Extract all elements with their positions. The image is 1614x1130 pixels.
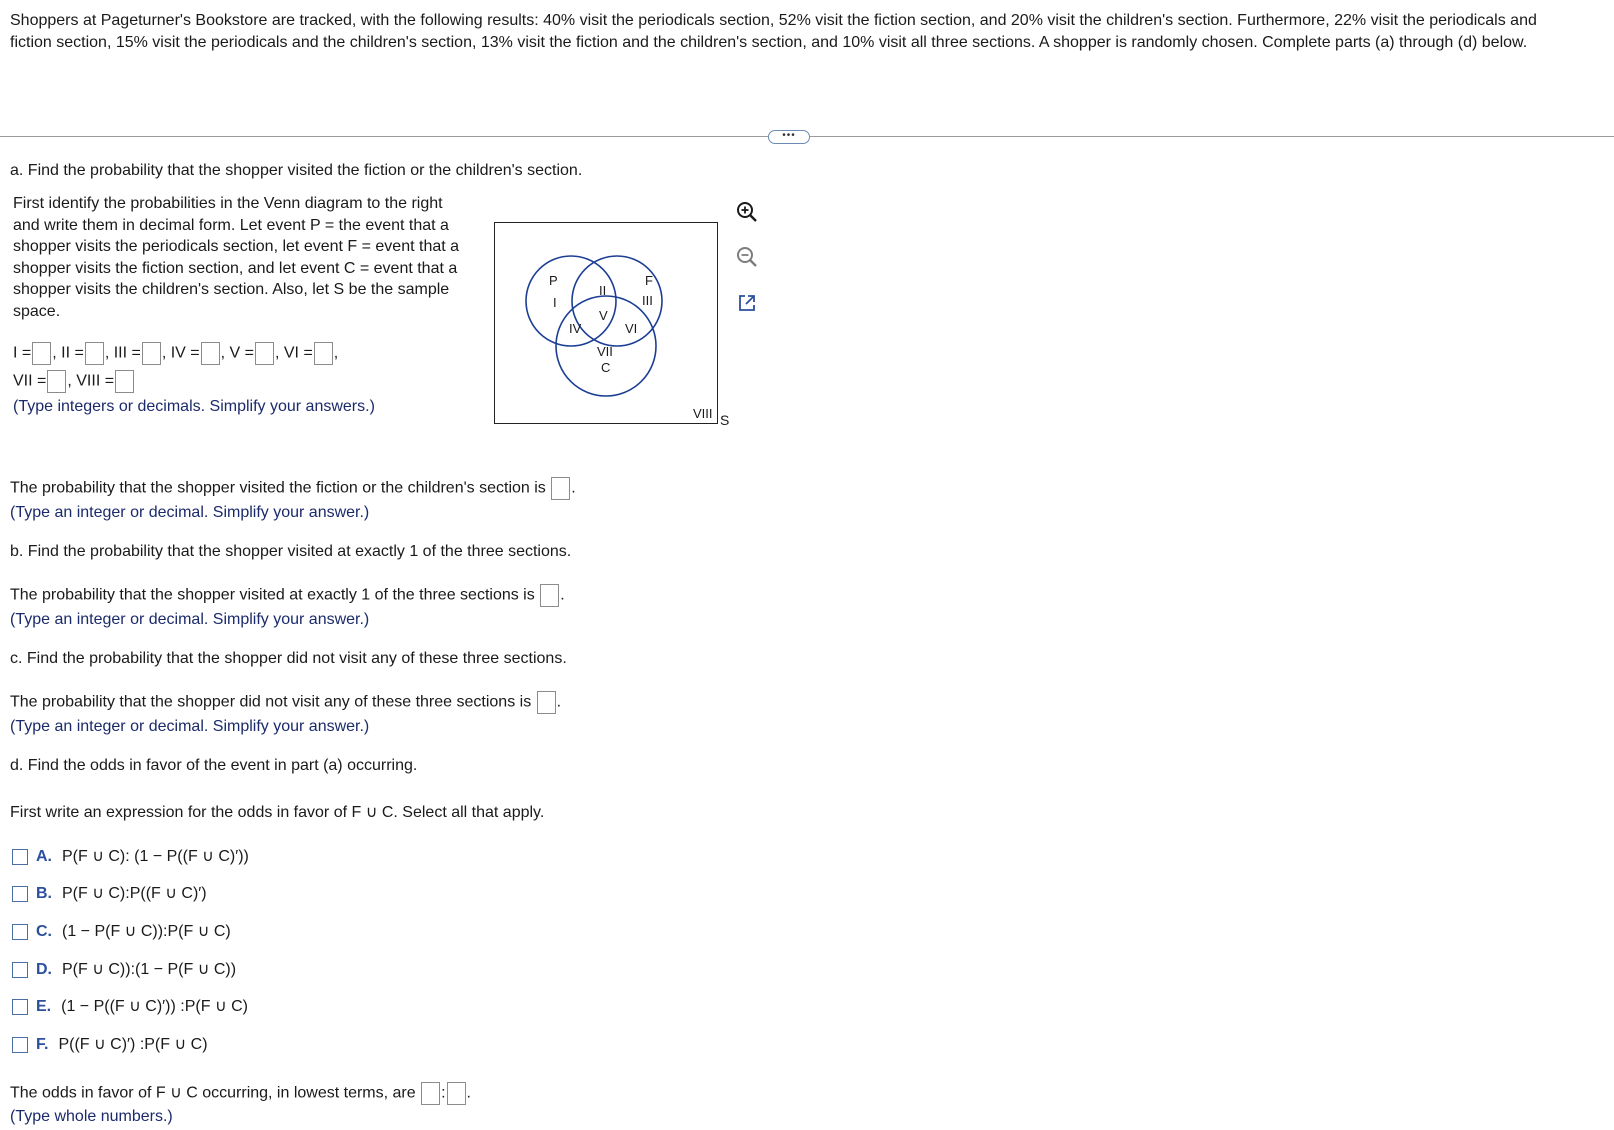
- part-c-answer-hint: (Type an integer or decimal. Simplify your answer.): [10, 718, 370, 735]
- venn-region-v: V: [599, 308, 608, 323]
- region-label-v: V =: [229, 344, 254, 362]
- option-d[interactable]: [12, 959, 236, 979]
- venn-label-p: P: [549, 273, 558, 288]
- popout-icon[interactable]: [732, 288, 762, 318]
- part-d-question: d. Find the odds in favor of the event in part (a) occurring.: [10, 757, 418, 774]
- region-label-vi: VI =: [283, 344, 313, 362]
- region-label-iii: III =: [113, 344, 141, 362]
- odds-left-input[interactable]: [421, 1082, 440, 1105]
- option-e-checkbox[interactable]: [12, 999, 28, 1015]
- venn-region-vi: VI: [625, 321, 638, 336]
- option-a-letter: A.: [36, 848, 52, 865]
- option-d-letter: D.: [36, 961, 52, 978]
- option-c[interactable]: [12, 921, 231, 941]
- region-label-vii: VII =: [13, 372, 47, 390]
- zoom-in-icon[interactable]: [732, 197, 762, 227]
- part-a-answer-row: The probability that the shopper visited the fiction or the children's section is .: [10, 477, 576, 500]
- option-e-letter: E.: [36, 998, 52, 1015]
- region-vi-input[interactable]: [314, 342, 333, 365]
- zoom-out-icon[interactable]: [732, 242, 762, 272]
- part-a-answer-text: The probability that the shopper visited the fiction or the children's section is: [10, 479, 546, 497]
- region-label-viii: VIII =: [76, 372, 115, 390]
- odds-right-input[interactable]: [447, 1082, 466, 1105]
- venn-circles: [495, 223, 717, 423]
- option-f-checkbox[interactable]: [12, 1037, 28, 1053]
- odds-hint: (Type whole numbers.): [10, 1108, 173, 1125]
- part-b-answer-row: The probability that the shopper visited at exactly 1 of the three sections is .: [10, 584, 565, 607]
- venn-region-ii: II: [599, 283, 607, 298]
- venn-region-i: I: [553, 295, 557, 310]
- odds-answer-row: The odds in favor of F ∪ C occurring, in lowest terms, are : .: [10, 1082, 471, 1105]
- option-a-text: P(F ∪ C): (1 − P((F ∪ C)′)): [62, 848, 249, 865]
- option-f-text: P((F ∪ C)′) :P(F ∪ C): [58, 1036, 208, 1053]
- part-a-instructions: First identify the probabilities in the Venn diagram to the right and write them in decimal form. Let event P = the event that a shopper visits the periodicals section, let event F = event that a shopper visits the fiction section, and let event C = event that a shopper visits the children's section. Also, let S be the sample space.: [13, 195, 460, 320]
- part-b-answer-text: The probability that the shopper visited at exactly 1 of the three sections is: [10, 586, 535, 604]
- region-v-input[interactable]: [255, 342, 274, 365]
- option-c-letter: C.: [36, 923, 52, 940]
- venn-region-iv: IV: [569, 321, 582, 336]
- option-b-letter: B.: [36, 885, 52, 902]
- part-c-answer-row: The probability that the shopper did not visit any of these three sections is .: [10, 691, 561, 714]
- region-viii-input[interactable]: [115, 370, 134, 393]
- option-c-text: (1 − P(F ∪ C)):P(F ∪ C): [62, 923, 231, 940]
- venn-label-s: S: [720, 412, 730, 428]
- venn-region-vii: VII: [597, 344, 613, 359]
- problem-statement: Shoppers at Pageturner's Bookstore are tracked, with the following results: 40% visit the periodicals section, 52% visit the fiction section, and 20% visit the children's section. Furthermore, 22% visit the periodicals and fiction section, 15% visit the periodicals and the children's section, 13% visit the fiction and the children's section, and 10% visit all three sections. A shopper is randomly chosen. Complete parts (a) through (d) below.: [10, 12, 1537, 51]
- region-hint: (Type integers or decimals. Simplify your answers.): [13, 398, 375, 415]
- region-ii-input[interactable]: [85, 342, 104, 365]
- region-i-input[interactable]: [32, 342, 51, 365]
- part-b-answer-input[interactable]: [540, 584, 559, 607]
- option-a[interactable]: [12, 846, 249, 866]
- option-e[interactable]: [12, 996, 248, 1016]
- region-label-i: I =: [13, 344, 32, 362]
- part-d-select-prompt: First write an expression for the odds in favor of F ∪ C. Select all that apply.: [10, 804, 545, 821]
- option-d-checkbox[interactable]: [12, 962, 28, 978]
- part-c-question: c. Find the probability that the shopper did not visit any of these three sections.: [10, 650, 567, 667]
- venn-label-f: F: [645, 273, 653, 288]
- region-vii-input[interactable]: [47, 370, 66, 393]
- region-iv-input[interactable]: [201, 342, 220, 365]
- option-b-checkbox[interactable]: [12, 886, 28, 902]
- option-f-letter: F.: [36, 1036, 49, 1053]
- odds-answer-text: The odds in favor of F ∪ C occurring, in lowest terms, are: [10, 1084, 416, 1102]
- part-a-question: a. Find the probability that the shopper visited the fiction or the children's section.: [10, 162, 583, 179]
- region-inputs-row-2: VII = , VIII =: [13, 370, 135, 393]
- part-b-answer-hint: (Type an integer or decimal. Simplify your answer.): [10, 611, 370, 628]
- region-label-iv: IV =: [170, 344, 200, 362]
- more-button[interactable]: •••: [768, 130, 810, 144]
- option-d-text: P(F ∪ C)):(1 − P(F ∪ C)): [62, 961, 237, 978]
- region-iii-input[interactable]: [142, 342, 161, 365]
- option-e-text: (1 − P((F ∪ C)′)) :P(F ∪ C): [61, 998, 248, 1015]
- part-a-answer-input[interactable]: [551, 477, 570, 500]
- region-label-ii: II =: [61, 344, 84, 362]
- venn-label-c: C: [601, 360, 611, 375]
- venn-region-viii: VIII: [693, 406, 713, 421]
- option-f[interactable]: [12, 1034, 208, 1054]
- venn-diagram: [494, 222, 718, 424]
- option-b-text: P(F ∪ C):P((F ∪ C)′): [62, 885, 207, 902]
- part-b-question: b. Find the probability that the shopper visited at exactly 1 of the three sections.: [10, 543, 572, 560]
- option-b[interactable]: [12, 883, 207, 903]
- part-a-answer-hint: (Type an integer or decimal. Simplify your answer.): [10, 504, 370, 521]
- venn-region-iii: III: [642, 293, 653, 308]
- option-a-checkbox[interactable]: [12, 849, 28, 865]
- part-c-answer-text: The probability that the shopper did not visit any of these three sections is: [10, 693, 532, 711]
- part-c-answer-input[interactable]: [537, 691, 556, 714]
- option-c-checkbox[interactable]: [12, 924, 28, 940]
- region-inputs-row-1: I = , II = , III = , IV = , V = , VI = ,: [13, 342, 338, 365]
